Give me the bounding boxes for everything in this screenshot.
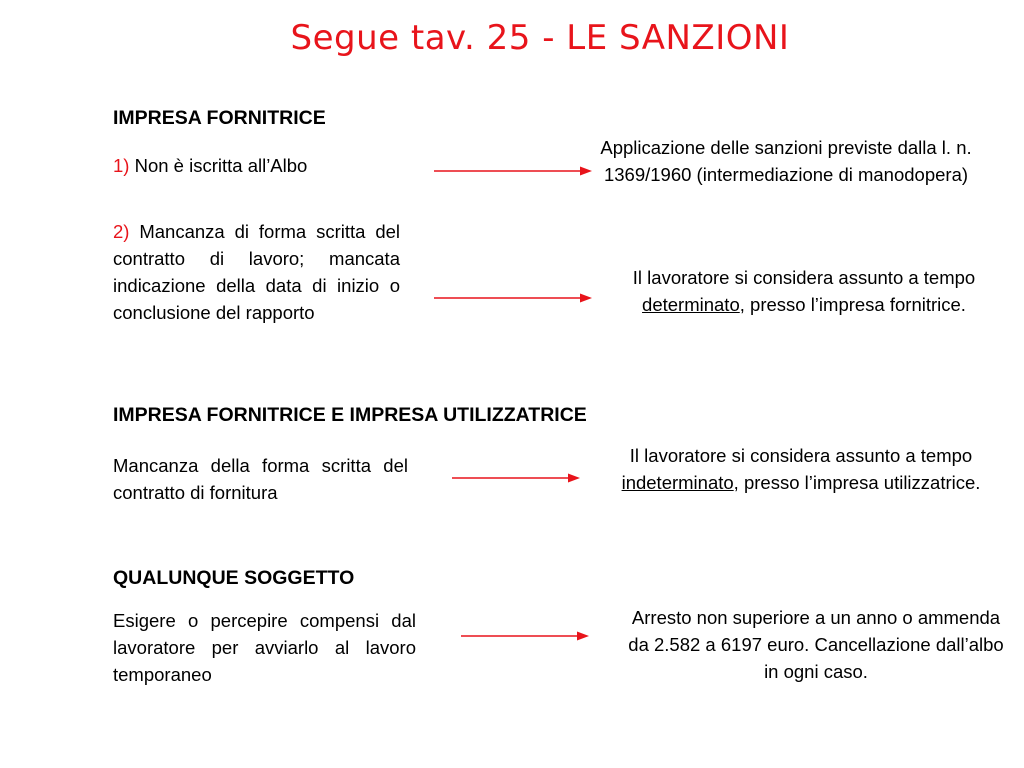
right-arrow-icon [434,164,594,178]
condition-1-number: 1) [113,155,130,176]
sanction-2-emphasis: determinato [642,294,740,315]
condition-1 [113,152,413,179]
sanction-2-text-before: Il lavoratore si considera assunto a tempo [632,267,976,288]
sanction-2 [606,264,1002,318]
condition-3: Mancanza della forma scritta del contratto di fornitura [113,455,408,503]
sanction-3-text-after: , presso l’impresa utilizzatrice. [733,472,981,493]
sanction-3 [602,442,1000,496]
sanction-1: Applicazione delle sanzioni previste dalla l. n. 1369/1960 (intermediazione di manodopera) [600,137,972,185]
section-heading-fornitrice-e-utilizzatrice: IMPRESA FORNITRICE E IMPRESA UTILIZZATRICE [113,404,587,426]
right-arrow-icon [461,629,591,643]
slide-title: Segue tav. 25 - LE SANZIONI [290,18,790,58]
condition-2 [113,218,400,326]
condition-1-text: Non è iscritta all’Albo [134,155,308,176]
right-arrow-icon [452,471,582,485]
sanction-3-emphasis: indeterminato [621,472,734,493]
condition-2-number: 2) [113,221,130,242]
right-arrow-icon [434,291,594,305]
condition-4: Esigere o percepire compensi dal lavoratore per avviarlo al lavoro temporaneo [113,610,416,685]
sanction-3-text-before: Il lavoratore si considera assunto a tempo [629,445,973,466]
section-heading-impresa-fornitrice: IMPRESA FORNITRICE [113,107,326,129]
section-heading-qualunque-soggetto: QUALUNQUE SOGGETTO [113,567,355,589]
condition-2-text: Mancanza di forma scritta del contratto di lavoro; mancata indicazione della data di inizio o conclusione del rapporto [113,221,401,323]
sanction-2-text-after: , presso l’impresa fornitrice. [739,294,966,315]
sanction-4: Arresto non superiore a un anno o ammenda da 2.582 a 6197 euro. Cancellazione dall’albo in ogni caso. [628,607,1004,682]
